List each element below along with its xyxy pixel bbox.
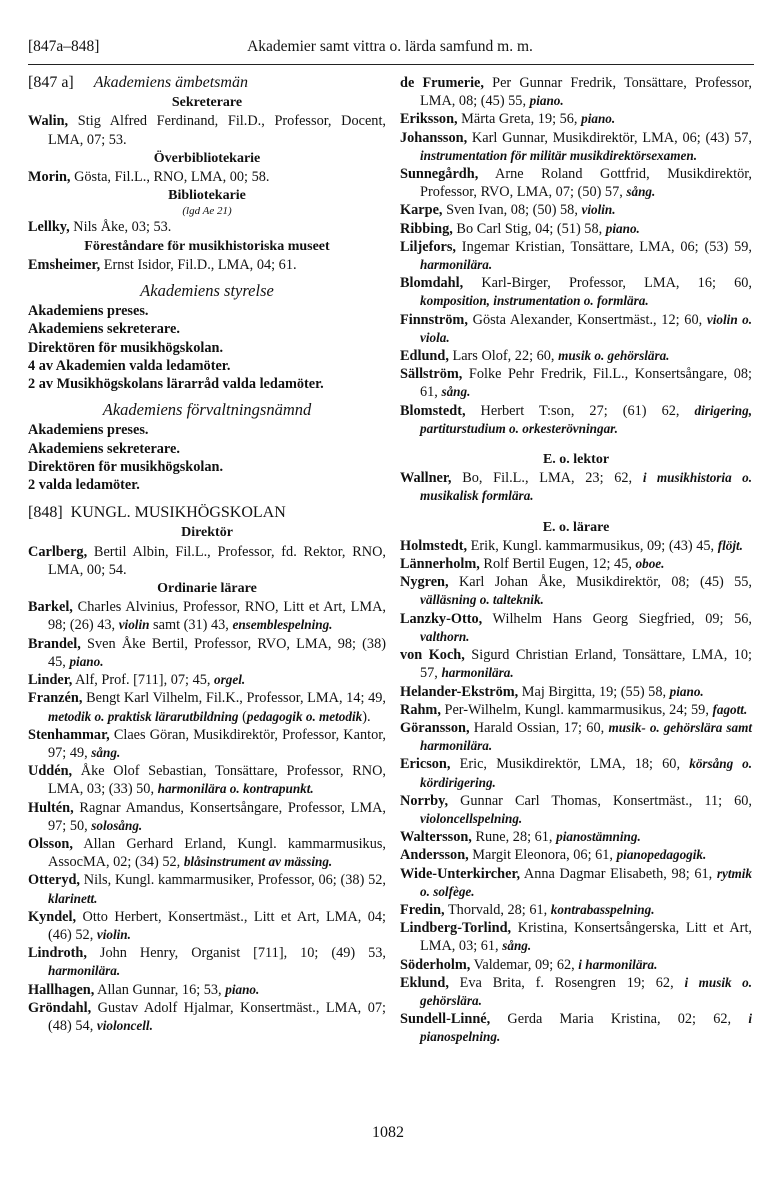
entry-subject: violin o. viola. [420, 311, 752, 345]
entry-details: Gustav Adolf Hjalmar, Konsertmäst., LMA, 07; (48) 54, [48, 999, 386, 1034]
directory-entry [28, 835, 386, 871]
entry-details: Bengt Karl Vilhelm, Fil.K., Professor, LMA, 14; 49, [82, 690, 386, 707]
entry-name: Lindberg-Torlind, [400, 920, 512, 937]
entry-details: Gösta Alexander, Konsertmäst., 12; 60, [467, 311, 707, 328]
entry-subject: i musikhistoria o. musikalisk formlära. [420, 470, 752, 504]
directory-entry [400, 555, 752, 573]
entry-details: Herbert T:son, 27; (61) 62, [465, 402, 695, 419]
directory-entry [400, 828, 752, 846]
directory-entry [400, 1010, 752, 1046]
entry-name: Edlund, [400, 348, 449, 365]
directory-entry [400, 865, 752, 901]
entry-subject: sång. [502, 938, 532, 954]
entry-name: Blomdahl, [400, 275, 464, 292]
entry-subject: violoncellspelning. [420, 810, 523, 826]
board-member-line: Direktören för musikhögskolan. [28, 458, 224, 475]
running-title: Akademier samt vittra o. lärda samfund m. m. [247, 38, 533, 55]
entry-details: samt (31) 43, [149, 617, 233, 634]
section-range: [847a–848] [28, 38, 100, 55]
entry-name: Ericson, [400, 756, 451, 773]
list-forvaltningsnamnd [28, 421, 386, 494]
entry-details: Kristina, Konsertsångerska, Litt et Art, LMA, 03; 61, [420, 920, 752, 955]
entry-subject: komposition, instrumentation o. formlära. [420, 293, 649, 309]
entry-name: Walin, [28, 113, 69, 130]
directory-entry [28, 218, 386, 236]
subheading-eo-lektor: E. o. lektor [542, 452, 610, 468]
entry-details: Anna Dagmar Elisabeth, 98; 61, [520, 865, 717, 882]
entry-details: Märta Greta, 19; 56, [457, 111, 582, 128]
entry-subject: piano. [69, 653, 104, 669]
board-member-line: Akademiens sekreterare. [28, 440, 180, 457]
entry-subject: musik o. gehörslära. [558, 348, 670, 364]
subheading-ordinarie-larare: Ordinarie lärare [157, 581, 257, 597]
directory-entry [400, 846, 752, 864]
subheading-eo-larare: E. o. lärare [542, 519, 610, 535]
entry-subject: dirigering, partiturstudium o. orkesterövningar. [420, 402, 752, 436]
subheading-overbibliotekarie: Överbibliotekarie [153, 150, 261, 166]
entry-name: Eklund, [400, 974, 449, 991]
list-sekreterare [28, 112, 386, 148]
directory-entry [28, 635, 386, 671]
entry-name: Stenhammar, [28, 726, 110, 743]
entry-details: Per Gunnar Fredrik, Tonsättare, Professor, LMA, 08; (45) 55, [420, 75, 752, 110]
section-number: [848] [28, 504, 63, 522]
entry-name: Andersson, [400, 847, 469, 864]
list-museum [28, 256, 386, 274]
entry-details: Åke Olof Sebastian, Tonsättare, Professor, RNO, LMA, 03; (33) 50, [48, 763, 386, 798]
entry-name: Blomstedt, [400, 402, 466, 419]
board-member-line: 2 av Musikhögskolans lärarråd valda ledamöter. [28, 376, 324, 393]
directory-entry [400, 311, 752, 347]
directory-entry [400, 701, 752, 719]
entry-name: Sällström, [400, 366, 463, 383]
directory-entry [28, 112, 386, 148]
directory-entry [400, 919, 752, 955]
entry-subject: violin [118, 617, 150, 633]
entry-name: Lanzky-Otto, [400, 610, 483, 627]
list-eo-larare [400, 537, 752, 1047]
entry-subject: violin. [581, 202, 616, 218]
directory-entry [400, 238, 752, 274]
directory-entry [400, 74, 752, 110]
board-member-line: 2 valda ledamöter. [28, 477, 140, 494]
entry-name: Rahm, [400, 701, 441, 718]
list-eo-lektor [400, 469, 752, 505]
entry-subject: blåsinstrument av mässing. [183, 854, 333, 870]
entry-name: Kyndel, [28, 908, 77, 925]
page-number: 1082 [372, 1124, 404, 1141]
board-member-line: Akademiens preses. [28, 422, 149, 439]
entry-details: Lars Olof, 22; 60, [448, 348, 559, 365]
entry-subject: piano. [581, 111, 616, 127]
directory-entry [400, 274, 752, 310]
entry-details: Charles Alvinius, Professor, RNO, Litt et Art, LMA, 98; (26) 43, [48, 599, 386, 634]
entry-name: Hultén, [28, 799, 74, 816]
entry-subject: piano. [225, 981, 260, 997]
entry-subject: piano. [605, 220, 640, 236]
directory-entry [28, 908, 386, 944]
section-title: Akademiens ämbetsmän [93, 74, 248, 91]
list-direktor [28, 543, 386, 579]
directory-entry [400, 365, 752, 401]
entry-name: Carlberg, [28, 543, 88, 560]
entry-name: Barkel, [28, 599, 73, 616]
entry-name: Wallner, [400, 470, 452, 487]
entry-details: Gösta, Fil.L., RNO, LMA, 00; 58. [70, 169, 270, 186]
heading-forvaltningsnamnd: Akademiens förvaltningsnämnd [102, 400, 312, 420]
entry-subject: piano. [669, 683, 704, 699]
directory-entry [28, 689, 386, 725]
entry-subject: välläsning o. talteknik. [420, 592, 544, 608]
entry-details: Karl-Birger, Professor, LMA, 16; 60, [463, 275, 752, 292]
entry-details: Ernst Isidor, Fil.D., LMA, 04; 61. [100, 256, 297, 273]
entry-details: Alf, Prof. [711], 07; 45, [72, 672, 215, 689]
entry-details: Maj Birgitta, 19; (55) 58, [518, 683, 670, 700]
entry-name: Franzén, [28, 690, 83, 707]
directory-entry [400, 129, 752, 165]
subheading-note: (lgd Ae 21) [182, 205, 232, 218]
entry-details: Wilhelm Hans Georg Siegfried, 09; 56, [482, 610, 752, 627]
directory-entry [28, 543, 386, 579]
entry-details: Valdemar, 09; 62, [470, 956, 579, 973]
entry-details: Sven Åke Bertil, Professor, RVO, LMA, 98; (38) 45, [48, 635, 386, 670]
board-member-line: 4 av Akademien valda ledamöter. [28, 357, 231, 374]
entry-name: Sunnegårdh, [400, 166, 479, 183]
directory-entry [400, 165, 752, 201]
entry-name: Otteryd, [28, 872, 81, 889]
entry-details: Bo, Fil.L., LMA, 23; 62, [451, 470, 643, 487]
entry-subject: oboe. [635, 556, 665, 572]
entry-subject: pedagogik o. metodik [246, 708, 363, 724]
entry-details: Erik, Kungl. kammarmusikus, 09; (43) 45, [467, 537, 718, 554]
entry-details: Claes Göran, Musikdirektör, Professor, Kantor, 97; 49, [48, 726, 386, 761]
entry-details: Bertil Albin, Fil.L., Professor, fd. Rektor, RNO, LMA, 00; 54. [48, 543, 386, 578]
entry-name: Liljefors, [400, 238, 456, 255]
entry-subject: körsång o. kördirigering. [420, 756, 752, 790]
list-styrelse [28, 302, 386, 393]
entry-details: Margit Eleonora, 06; 61, [468, 847, 617, 864]
entry-subject: flöjt. [717, 537, 743, 553]
entry-details: ( [238, 708, 247, 725]
entry-subject: orgel. [214, 672, 246, 688]
directory-entry [400, 646, 752, 682]
directory-entry [28, 726, 386, 762]
entry-name: Nygren, [400, 574, 449, 591]
entry-details: Stig Alfred Ferdinand, Fil.D., Professor, Docent, LMA, 07; 53. [48, 113, 386, 148]
directory-entry [28, 944, 386, 980]
entry-name: Fredin, [400, 901, 445, 918]
entry-details: Karl Johan Åke, Musikdirektör, 08; (45) 55, [448, 574, 752, 591]
entry-details: Folke Pehr Fredrik, Fil.L., Konsertsångare, 08; 61, [420, 366, 752, 401]
entry-subject: piano. [529, 93, 564, 109]
list-ordinarie-continued [400, 74, 752, 438]
entry-details: Harald Ossian, 17; 60, [469, 719, 609, 736]
entry-name: Sundell-Linné, [400, 1011, 491, 1028]
entry-name: Gröndahl, [28, 999, 92, 1016]
entry-details: Thorvald, 28; 61, [444, 901, 551, 918]
entry-details: Arne Roland Gottfrid, Musikdirektör, Professor, RVO, LMA, 07; (50) 57, [420, 166, 752, 201]
list-overbibliotekarie [28, 168, 386, 186]
subheading-museum: Föreståndare för musikhistoriska museet [84, 238, 330, 254]
entry-subject: violin. [96, 926, 131, 942]
entry-name: von Koch, [400, 647, 465, 664]
directory-entry [400, 719, 752, 755]
directory-entry [28, 671, 386, 689]
subheading-sekreterare: Sekreterare [171, 95, 243, 111]
section-number: [847 a] [28, 74, 74, 91]
entry-subject: klarinett. [48, 890, 98, 906]
directory-entry [400, 110, 752, 128]
entry-subject: pianopedagogik. [616, 847, 707, 863]
entry-subject: rytmik o. solfège. [420, 865, 752, 899]
entry-details: Gerda Maria Kristina, 02; 62, [490, 1011, 749, 1028]
directory-entry [28, 871, 386, 907]
directory-entry [400, 573, 752, 609]
running-head [28, 38, 752, 62]
entry-name: Morin, [28, 169, 71, 186]
heading-styrelse: Akademiens styrelse [140, 281, 274, 301]
entry-name: de Frumerie, [400, 75, 484, 91]
entry-subject: i musik o. gehörslära. [420, 974, 752, 1008]
directory-entry [400, 683, 752, 701]
entry-subject: sång. [626, 184, 656, 200]
entry-name: Emsheimer, [28, 256, 101, 273]
entry-name: Waltersson, [400, 829, 472, 846]
board-member-line: Akademiens sekreterare. [28, 321, 180, 338]
entry-subject: metodik o. praktisk lärarutbildning [48, 708, 239, 724]
entry-name: Hallhagen, [28, 981, 95, 998]
entry-name: Göransson, [400, 719, 470, 736]
entry-details: Karl Gunnar, Musikdirektör, LMA, 06; (43) 57, [467, 129, 752, 146]
entry-name: Lännerholm, [400, 556, 480, 573]
section-848-heading [28, 504, 386, 522]
directory-entry [400, 755, 752, 791]
directory-entry [28, 981, 386, 999]
entry-subject: i pianospelning. [420, 1011, 752, 1045]
subheading-bibliotekarie: Bibliotekarie [168, 188, 246, 204]
entry-details: Nils Åke, 03; 53. [69, 219, 172, 236]
entry-name: Söderholm, [400, 956, 471, 973]
entry-name: Lindroth, [28, 945, 87, 962]
entry-subject: ensemblespelning. [232, 617, 333, 633]
entry-details: Per-Wilhelm, Kungl. kammarmusikus, 24; 59, [440, 701, 713, 718]
directory-entry [28, 762, 386, 798]
entry-subject: sång. [441, 384, 471, 400]
entry-name: Holmstedt, [400, 537, 468, 554]
directory-entry [400, 901, 752, 919]
entry-name: Ribbing, [400, 220, 453, 237]
entry-name: Helander-Ekström, [400, 683, 519, 700]
entry-details: Sigurd Christian Erland, Tonsättare, LMA, 10; 57, [420, 647, 752, 682]
entry-name: Johansson, [400, 129, 468, 146]
entry-details: Sven Ivan, 08; (50) 58, [442, 202, 582, 219]
header-rule [28, 64, 754, 65]
directory-entry [28, 598, 386, 634]
entry-subject: harmonilära. [441, 665, 514, 681]
entry-subject: fagott. [712, 701, 748, 717]
entry-subject: instrumentation för militär musikdirektörsexamen. [420, 147, 697, 163]
entry-details: Rune, 28; 61, [471, 829, 557, 846]
left-column [28, 74, 386, 1035]
entry-name: Olsson, [28, 835, 73, 852]
section-title: KUNGL. MUSIKHÖGSKOLAN [70, 504, 286, 522]
directory-entry [28, 256, 386, 274]
entry-name: Brandel, [28, 635, 81, 652]
entry-details: Rolf Bertil Eugen, 12; 45, [479, 556, 636, 573]
directory-entry [28, 168, 386, 186]
entry-name: Uddén, [28, 763, 73, 780]
directory-entry [400, 610, 752, 646]
subheading-direktor: Direktör [181, 525, 233, 541]
entry-name: Lellky, [28, 219, 70, 236]
entry-subject: valthorn. [420, 628, 470, 644]
entry-subject: harmonilära. [420, 257, 493, 273]
entry-name: Norrby, [400, 792, 449, 809]
entry-details: Gunnar Carl Thomas, Konsertmäst., 11; 60, [448, 792, 752, 809]
board-member-line: Direktören för musikhögskolan. [28, 339, 224, 356]
directory-entry [400, 537, 752, 555]
entry-name: Eriksson, [400, 111, 458, 128]
entry-details: Ragnar Amandus, Konsertsångare, Professor, LMA, 97; 50, [48, 799, 386, 834]
entry-name: Karpe, [400, 202, 443, 219]
directory-entry [400, 201, 752, 219]
list-bibliotekarie [28, 218, 386, 236]
directory-entry [400, 220, 752, 238]
entry-details: Nils, Kungl. kammarmusiker, Professor, 06; (38) 52, [80, 872, 386, 889]
entry-subject: pianostämning. [556, 829, 641, 845]
entry-details: Bo Carl Stig, 04; (51) 58, [452, 220, 606, 237]
entry-details: Allan Gerhard Erland, Kungl. kammarmusikus, AssocMA, 02; (34) 52, [48, 835, 386, 871]
directory-entry [400, 974, 752, 1010]
entry-details: Eva Brita, f. Rosengren 19; 62, [448, 974, 685, 991]
entry-details: Otto Herbert, Konsertmäst., Litt et Art, LMA, 04; (46) 52, [48, 908, 386, 943]
entry-name: Wide-Unterkircher, [400, 865, 521, 882]
entry-subject: harmonilära o. kontrapunkt. [157, 781, 314, 797]
directory-entry [400, 469, 752, 505]
directory-entry [400, 956, 752, 974]
entry-subject: kontrabasspelning. [550, 901, 655, 917]
entry-subject: i harmonilära. [578, 956, 658, 972]
entry-details: ). [362, 708, 371, 725]
entry-details: Eric, Musikdirektör, LMA, 18; 60, [450, 756, 690, 773]
entry-name: Finnström, [400, 311, 468, 328]
entry-subject: musik- o. gehörslära samt harmonilära. [420, 719, 752, 754]
directory-entry [28, 999, 386, 1035]
right-column [400, 74, 752, 1047]
directory-entry [400, 402, 752, 438]
list-ordinarie-larare [28, 598, 386, 1035]
board-member-line: Akademiens preses. [28, 303, 149, 320]
directory-entry [400, 792, 752, 828]
entry-name: Linder, [28, 672, 73, 689]
directory-entry [28, 799, 386, 835]
entry-subject: solosång. [91, 817, 143, 833]
entry-subject: harmonilära. [48, 963, 121, 979]
entry-details: John Henry, Organist [711], 10; (49) 53, [86, 945, 386, 962]
entry-subject: sång. [91, 744, 121, 760]
entry-subject: violoncell. [96, 1017, 153, 1033]
entry-details: Allan Gunnar, 16; 53, [94, 981, 226, 998]
entry-details: Ingemar Kristian, Tonsättare, LMA, 06; (53) 59, [455, 238, 752, 255]
directory-entry [400, 347, 752, 365]
section-847a-heading [28, 74, 386, 92]
